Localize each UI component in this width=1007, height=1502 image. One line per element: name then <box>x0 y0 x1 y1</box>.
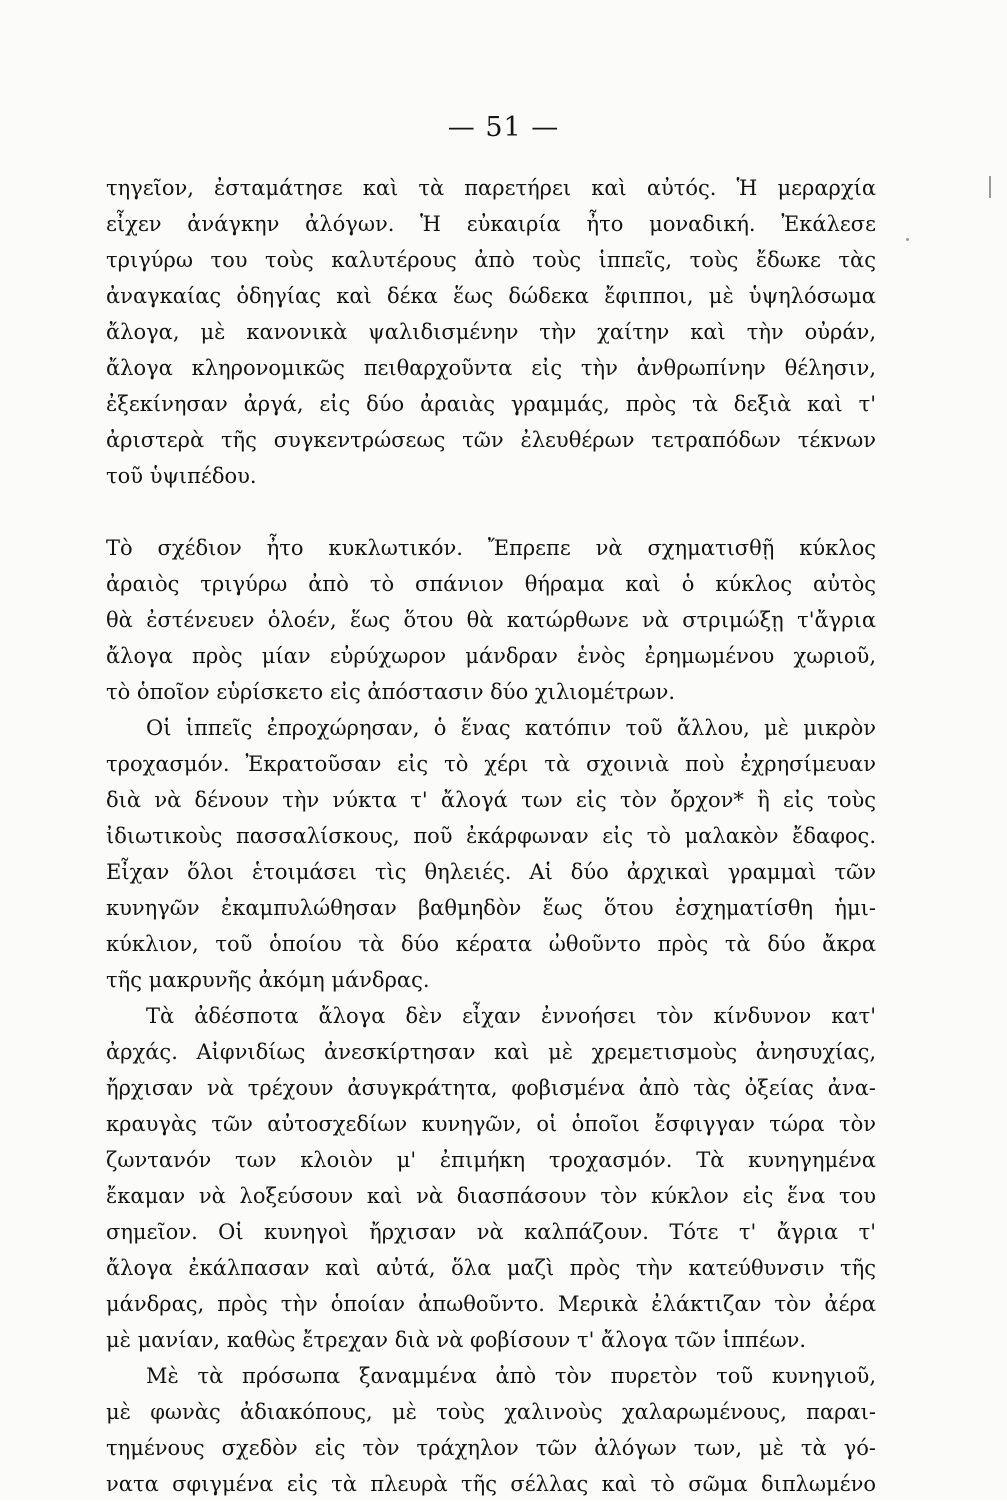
text-line: ἀριστερὰ τῆς συγκεντρώσεως τῶν ἐλευθέρων τετραπόδων τέκνων <box>106 428 876 452</box>
text-line: ἀρχάς. Αἰφνιδίως ἀνεσκίρτησαν καὶ μὲ χρεμετισμοὺς ἀνησυχίας, <box>106 1040 876 1064</box>
text-line: ἀραιὸς τριγύρω ἀπὸ τὸ σπάνιον θήραμα καὶ ὁ κύκλος αὐτὸς <box>106 572 876 596</box>
text-line: διὰ νὰ δένουν τὴν νύκτα τ' ἄλογά των εἰς τὸν ὄρχον* ἢ εἰς τοὺς <box>106 788 876 812</box>
text-line: τημένους σχεδὸν εἰς τὸν τράχηλον τῶν ἀλόγων των, μὲ τὰ γό- <box>106 1436 876 1460</box>
text-line: ἔκαμαν νὰ λοξεύσουν καὶ νὰ διασπάσουν τὸν κύκλον εἰς ἕνα του <box>106 1184 876 1208</box>
scan-artifact <box>989 176 991 198</box>
text-line: Εἶχαν ὅλοι ἑτοιμάσει τὶς θηλειές. Αἱ δύο ἀρχικαὶ γραμμαὶ τῶν <box>106 860 876 884</box>
text-line: ἄλογα κληρονομικῶς πειθαρχοῦντα εἰς τὴν ἀνθρωπίνην θέλησιν, <box>106 356 876 380</box>
text-line: ἄλογα, μὲ κανονικὰ ψαλιδισμένην τὴν χαίτην καὶ τὴν οὐράν, <box>106 320 876 344</box>
text-line: Μὲ τὰ πρόσωπα ξαναμμένα ἀπὸ τὸν πυρετὸν τοῦ κυνηγιοῦ, <box>146 1364 876 1388</box>
text-line: σημεῖον. Οἱ κυνηγοὶ ἤρχισαν νὰ καλπάζουν. Τότε τ' ἄγρια τ' <box>106 1220 876 1244</box>
paragraph-3 <box>106 710 876 998</box>
text-line: Τὰ ἀδέσποτα ἄλογα δὲν εἶχαν ἐννοήσει τὸν κίνδυνον κατ' <box>146 1004 876 1028</box>
text-line: κυνηγῶν ἐκαμπυλώθησαν βαθμηδὸν ἕως ὅτου ἐσχηματίσθη ἡμι- <box>106 896 876 920</box>
paragraph-5 <box>106 1358 876 1502</box>
text-line: τηγεῖον, ἐσταμάτησε καὶ τὰ παρετήρει καὶ αὐτός. Ἡ μεραρχία <box>106 176 876 200</box>
text-line: τῆς μακρυνῆς ἀκόμη μάνδρας. <box>106 968 430 992</box>
body-text <box>106 170 876 1502</box>
text-line: ἀναγκαίας ὁδηγίας καὶ δέκα ἕως δώδεκα ἔφιπποι, μὲ ὑψηλόσωμα <box>106 284 876 308</box>
text-line: Οἱ ἱππεῖς ἐπροχώρησαν, ὁ ἕνας κατόπιν τοῦ ἄλλου, μὲ μικρὸν <box>146 716 876 740</box>
text-line: εἶχεν ἀνάγκην ἀλόγων. Ἡ εὐκαιρία ἦτο μοναδική. Ἐκάλεσε <box>106 212 876 236</box>
text-line: ζωντανόν των κλοιὸν μ' ἐπιμήκη τροχασμόν. Τὰ κυνηγημένα <box>106 1148 876 1172</box>
text-line: ἄλογα ἐκάλπασαν καὶ αὐτά, ὅλα μαζὶ πρὸς τὴν κατεύθυνσιν τῆς <box>106 1256 876 1280</box>
text-line: ἰδιωτικοὺς πασσαλίσκους, ποῦ ἐκάρφωναν εἰς τὸ μαλακὸν ἔδαφος. <box>106 824 876 848</box>
text-line: ἄλογα πρὸς μίαν εὐρύχωρον μάνδραν ἑνὸς ἐρημωμένου χωριοῦ, <box>106 644 876 668</box>
page-number: — 51 — <box>447 112 560 143</box>
text-line: τριγύρω του τοὺς καλυτέρους ἀπὸ τοὺς ἱππεῖς, τοὺς ἔδωκε τὰς <box>106 248 876 272</box>
text-line: νατα σφιγμένα εἰς τὰ πλευρὰ τῆς σέλλας καὶ τὸ σῶμα διπλωμένο <box>106 1472 876 1496</box>
text-line: Τὸ σχέδιον ἦτο κυκλωτικόν. Ἔπρεπε νὰ σχηματισθῇ κύκλος <box>106 536 876 560</box>
paragraph-1 <box>106 170 876 494</box>
text-line: ἐξεκίνησαν ἀργά, εἰς δύο ἀραιὰς γραμμάς, πρὸς τὰ δεξιὰ καὶ τ' <box>106 392 876 416</box>
text-line: τροχασμόν. Ἐκρατοῦσαν εἰς τὸ χέρι τὰ σχοινιὰ ποὺ ἐχρησίμευαν <box>106 752 876 776</box>
text-line: μάνδρας, πρὸς τὴν ὁποίαν ἀπωθοῦντο. Μερικὰ ἐλάκτιζαν τὸν ἀέρα <box>106 1292 876 1316</box>
text-line: μὲ φωνὰς ἀδιακόπους, μὲ τοὺς χαλινοὺς χαλαρωμένους, παραι- <box>106 1400 876 1424</box>
paragraph-2 <box>106 530 876 710</box>
text-line: κραυγὰς τῶν αὐτοσχεδίων κυνηγῶν, οἱ ὁποῖοι ἔσφιγγαν τώρα τὸν <box>106 1112 876 1136</box>
text-line: μὲ μανίαν, καθὼς ἔτρεχαν διὰ νὰ φοβίσουν τ' ἄλογα τῶν ἱππέων. <box>106 1328 807 1352</box>
text-line: τὸ ὁποῖον εὑρίσκετο εἰς ἀπόστασιν δύο χιλιομέτρων. <box>106 680 676 704</box>
paragraph-gap <box>106 494 876 530</box>
text-line: κύκλιον, τοῦ ὁποίου τὰ δύο κέρατα ὠθοῦντο πρὸς τὰ δύο ἄκρα <box>106 932 876 956</box>
text-line: ἤρχισαν νὰ τρέχουν ἀσυγκράτητα, φοβισμένα ἀπὸ τὰς ὀξείας ἀνα- <box>106 1076 876 1100</box>
paragraph-4 <box>106 998 876 1358</box>
text-line: τοῦ ὑψιπέδου. <box>106 464 257 488</box>
scan-artifact <box>906 238 909 241</box>
text-line: θὰ ἐστένευεν ὁλοέν, ἕως ὅτου θὰ κατώρθωνε νὰ στριμώξῃ τ'ἄγρια <box>106 608 876 632</box>
